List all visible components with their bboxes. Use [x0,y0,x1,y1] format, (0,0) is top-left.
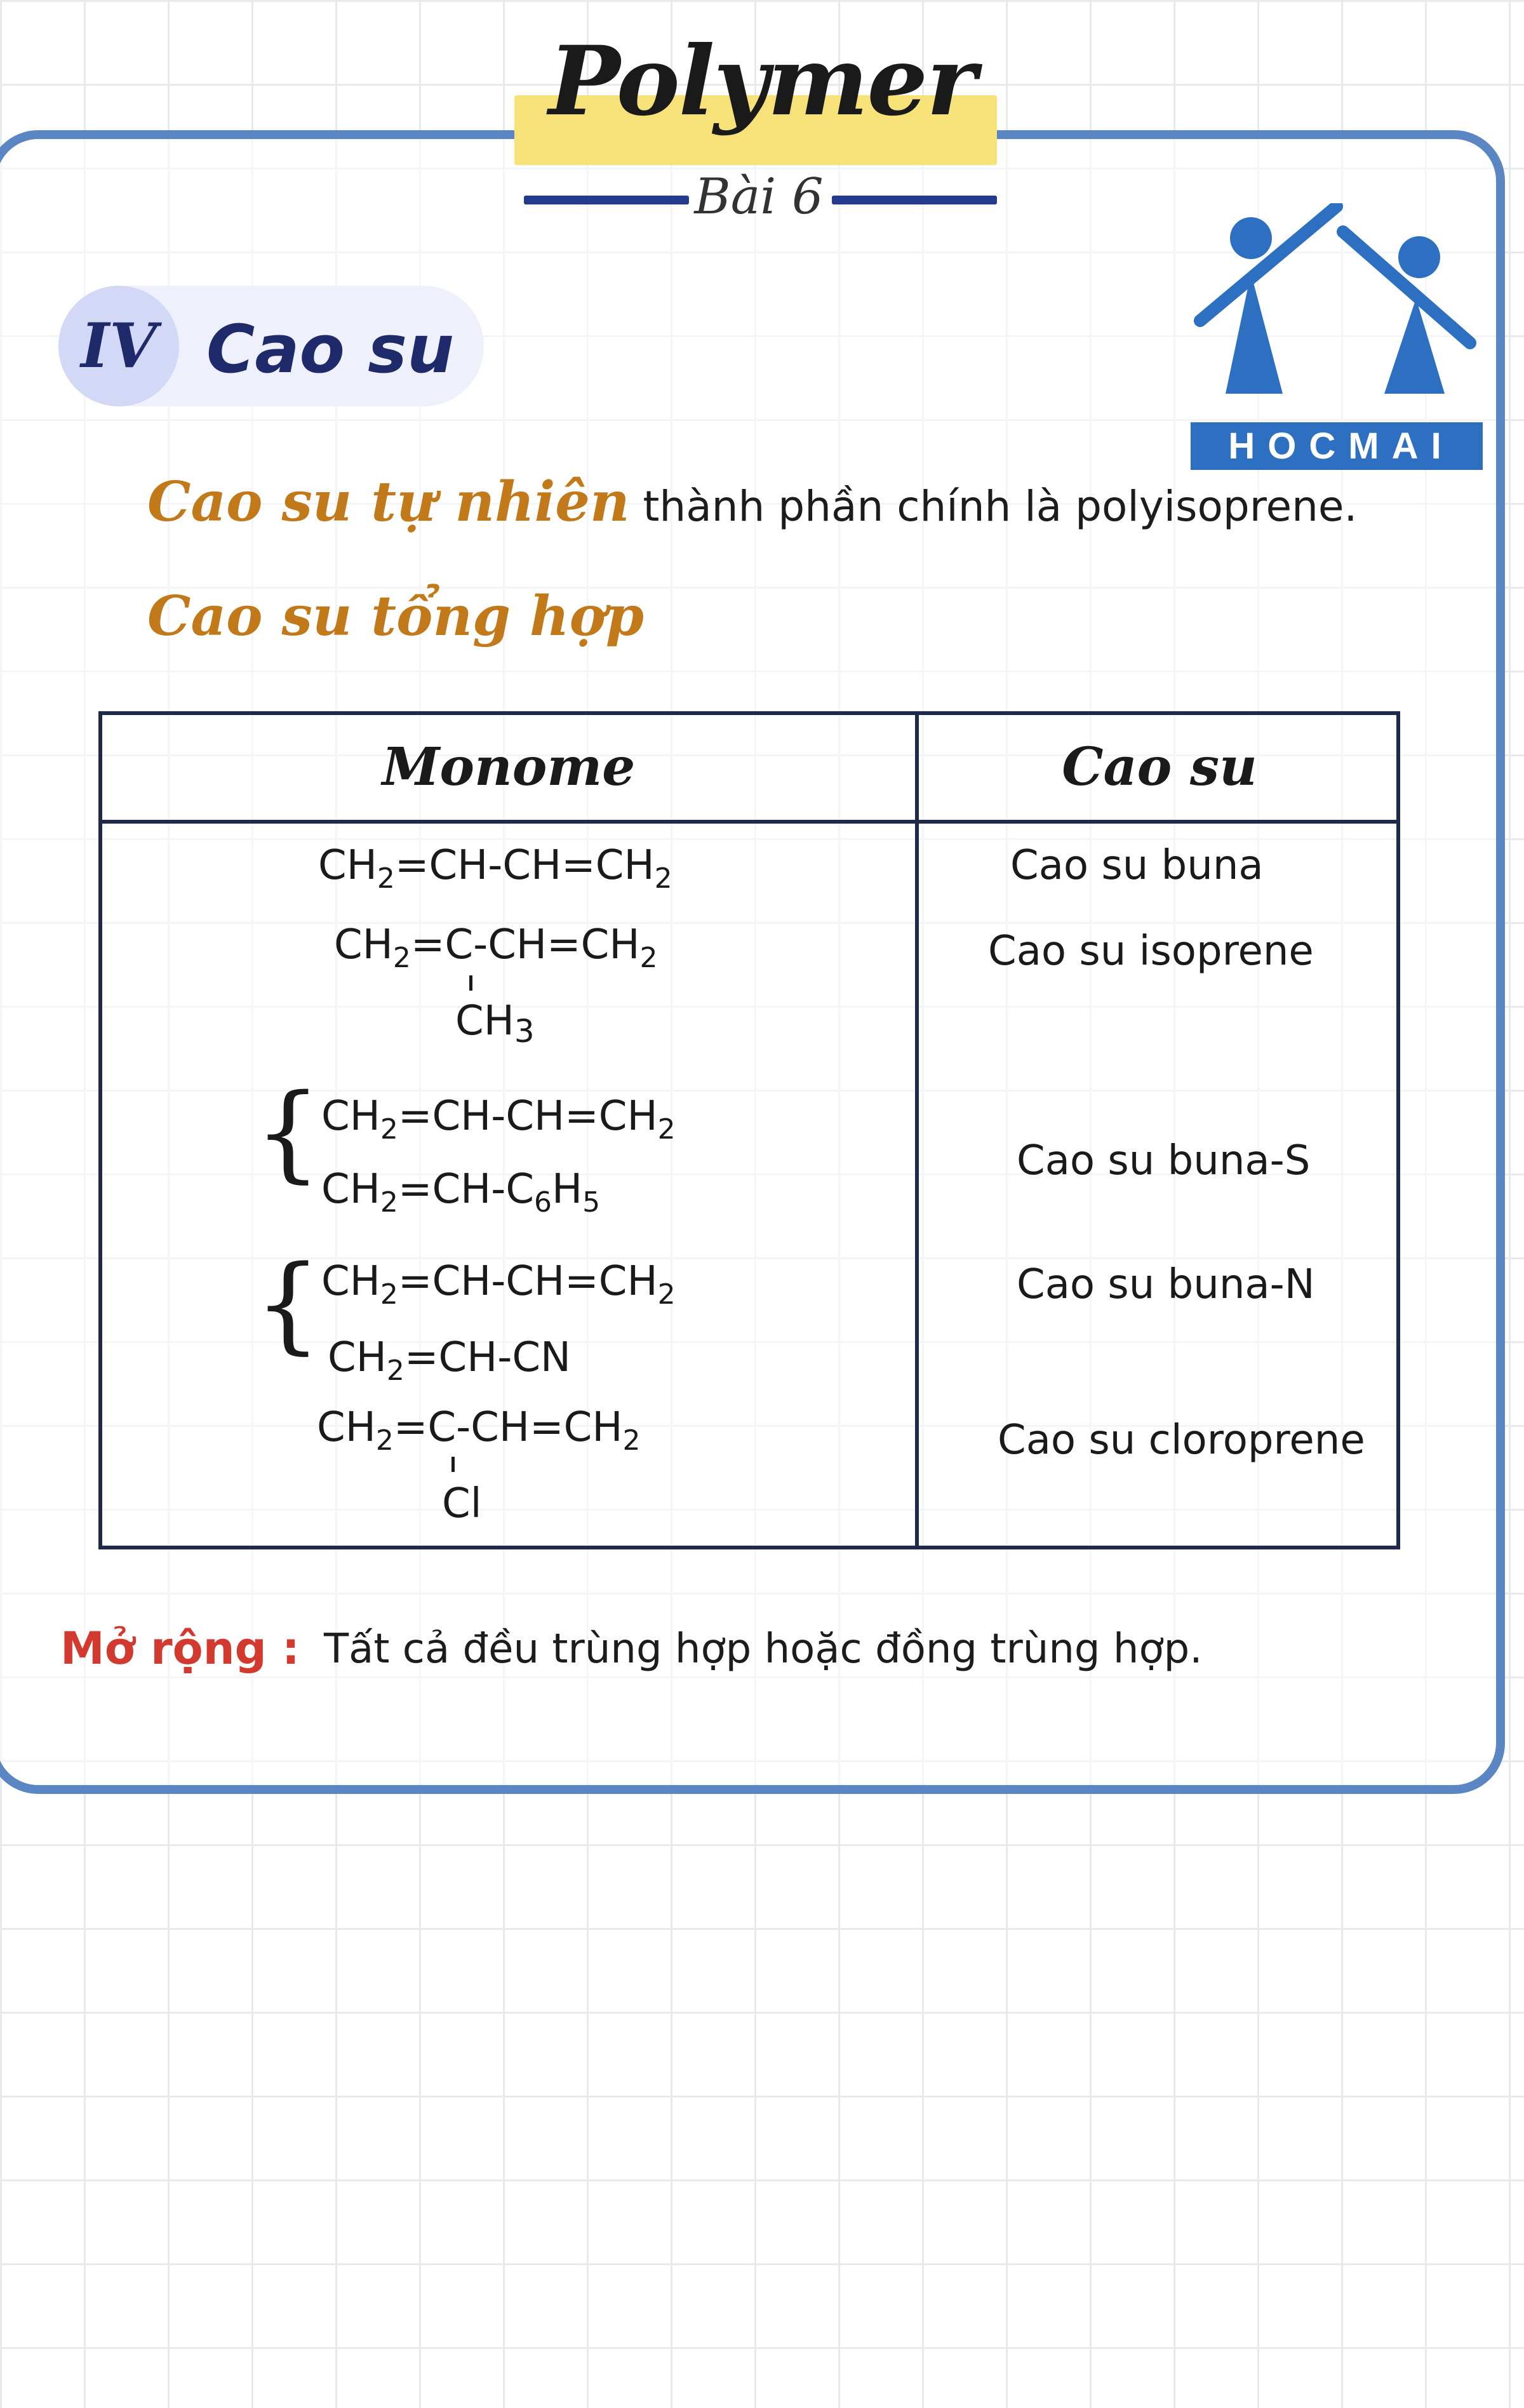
lesson-rule-left [524,196,689,204]
natural-rubber-line [147,470,1358,534]
formula-butadiene: $CH_2=CH-CH=CH_2$ [321,1093,676,1146]
formula-acrylonitrile: $CH_2=CH-CN$ [328,1334,571,1387]
branch-bond [469,975,472,991]
lesson-label: Bài 6 [694,168,824,225]
synthetic-rubber-heading: Cao su tổng hợp [147,584,645,648]
natural-rubber-description: thành phần chính là polyisoprene. [629,482,1358,531]
lesson-rule-right [832,196,997,204]
methyl-group: CH3 [455,998,535,1050]
rubber-table [98,711,1400,1549]
two-people-icon [1191,203,1483,413]
section-title: Cao su [206,311,455,388]
table-column-divider [915,715,919,1546]
logo-wordmark: HOCMAI [1191,422,1483,470]
rubber-name: Cao su buna-N [1017,1261,1315,1308]
hocmai-logo [1191,203,1483,470]
rubber-name: Cao su buna-S [1017,1137,1311,1184]
extension-label: Mở rộng : [60,1622,300,1675]
chlorine-group: Cl [442,1480,482,1527]
rubber-name: Cao su isoprene [988,928,1314,975]
curly-brace: { [255,1071,321,1193]
page-title: Polymer [548,25,976,137]
section-number: IV [81,310,157,382]
formula-styrene: $CH_2=CH-C_6H_5$ [321,1166,601,1219]
table-header-rubber: Cao su [1062,737,1257,798]
formula-chloroprene: $CH_2=C-CH=CH_2$ [317,1404,641,1457]
extension-text: Tất cả đều trùng hợp hoặc đồng trùng hợp. [324,1626,1203,1673]
table-header-monome: Monome [382,737,636,798]
formula-butadiene: $CH_2=CH-CH=CH_2$ [321,1258,676,1311]
curly-brace: { [255,1243,321,1365]
rubber-name: Cao su buna [1010,842,1264,889]
table-header-divider [102,820,1396,824]
branch-bond [451,1457,455,1472]
formula-isoprene: $CH_2=C-CH=CH_2$ [334,921,658,974]
formula-butadiene: $CH_2=CH-CH=CH_2$ [318,842,672,895]
natural-rubber-term: Cao su tự nhiên [147,470,630,534]
rubber-name: Cao su cloroprene [998,1417,1365,1464]
